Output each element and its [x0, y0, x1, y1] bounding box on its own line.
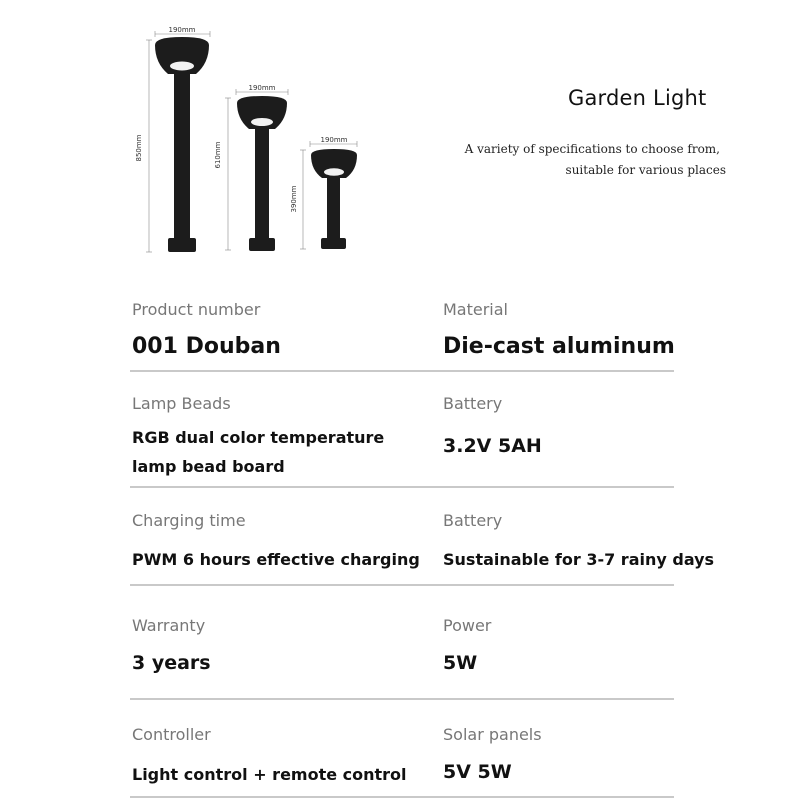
spec-divider	[130, 584, 674, 586]
page-subtitle	[426, 139, 726, 181]
lamp-large	[135, 26, 210, 252]
lamp-small-height-label: 390mm	[290, 185, 298, 213]
spec-label-lamp-beads: Lamp Beads	[132, 394, 231, 413]
product-hero	[0, 0, 800, 280]
spec-label-battery-rainy: Battery	[443, 511, 503, 530]
spec-label-power: Power	[443, 616, 492, 635]
spec-divider	[130, 370, 674, 372]
lamp-medium	[214, 84, 288, 251]
spec-value-rainy-days: Sustainable for 3-7 rainy days	[443, 550, 715, 569]
spec-value-lamp-beads-line-1: RGB dual color temperature	[132, 428, 385, 447]
spec-label-product-number: Product number	[132, 300, 261, 319]
spec-label-charging-time: Charging time	[132, 511, 246, 530]
spec-value-material: Die-cast aluminum	[443, 334, 675, 359]
spec-value-solar-panels: 5V 5W	[443, 761, 512, 783]
lamp-dimension-illustration	[130, 20, 370, 260]
spec-divider	[130, 486, 674, 488]
lamp-medium-width-label: 190mm	[248, 84, 276, 92]
spec-value-warranty: 3 years	[132, 652, 211, 674]
spec-value-product-number: 001 Douban	[132, 334, 281, 359]
lamp-large-width-label: 190mm	[168, 26, 196, 34]
subtitle-line-2: suitable for various places	[565, 163, 726, 177]
spec-value-charging-time: PWM 6 hours effective charging	[132, 550, 420, 569]
spec-label-material: Material	[443, 300, 508, 319]
spec-label-warranty: Warranty	[132, 616, 206, 635]
spec-value-power: 5W	[443, 652, 478, 674]
lamp-small	[290, 136, 357, 249]
spec-value-battery: 3.2V 5AH	[443, 435, 542, 457]
lamp-large-height-label: 850mm	[135, 134, 143, 162]
page-title: Garden Light	[568, 86, 707, 110]
spec-label-solar-panels: Solar panels	[443, 725, 542, 744]
spec-label-battery: Battery	[443, 394, 503, 413]
lamp-small-width-label: 190mm	[320, 136, 348, 144]
spec-label-controller: Controller	[132, 725, 211, 744]
subtitle-line-1: A variety of specifications to choose from,	[464, 142, 720, 156]
spec-value-lamp-beads-line-2: lamp bead board	[132, 457, 285, 476]
spec-divider	[130, 698, 674, 700]
lamp-medium-height-label: 610mm	[214, 141, 222, 169]
spec-value-controller: Light control + remote control	[132, 765, 407, 784]
spec-divider	[130, 796, 674, 798]
